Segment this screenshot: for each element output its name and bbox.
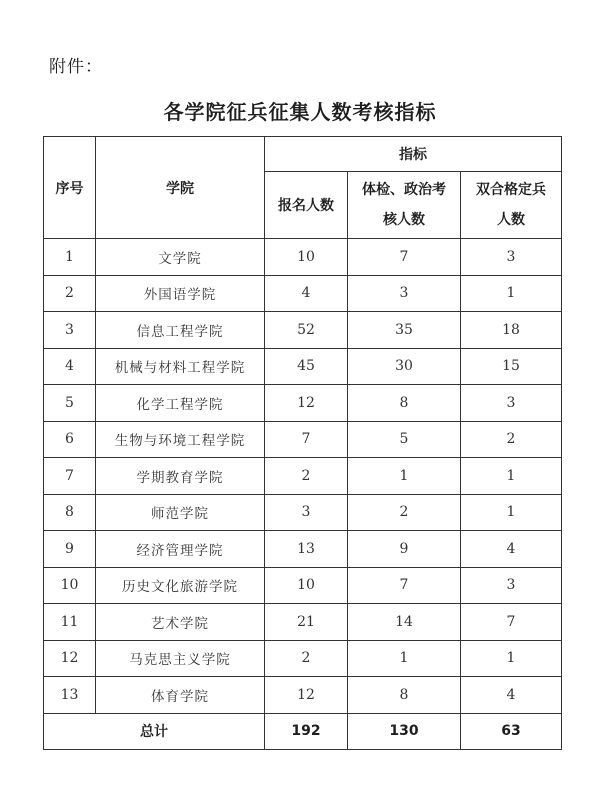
cell-registered: 12	[265, 677, 348, 714]
cell-index: 2	[44, 275, 96, 312]
cell-college: 生物与环境工程学院	[96, 421, 265, 458]
cell-checked: 1	[348, 458, 461, 495]
page-title: 各学院征兵征集人数考核指标	[163, 100, 437, 124]
header-index: 序号	[44, 137, 96, 239]
cell-college: 师范学院	[96, 494, 265, 531]
indicator-table	[43, 136, 562, 750]
cell-index: 12	[44, 640, 96, 677]
attachment-label: 附件：	[49, 57, 103, 77]
header-qualified-line1: 双合格定兵	[476, 182, 546, 198]
cell-registered: 12	[265, 385, 348, 422]
table-row	[44, 677, 562, 714]
cell-qualified: 4	[461, 677, 562, 714]
cell-college: 马克思主义学院	[96, 640, 265, 677]
total-checked: 130	[348, 713, 461, 749]
cell-index: 7	[44, 458, 96, 495]
cell-checked: 9	[348, 531, 461, 568]
cell-checked: 3	[348, 275, 461, 312]
cell-qualified: 15	[461, 348, 562, 385]
cell-index: 8	[44, 494, 96, 531]
cell-registered: 13	[265, 531, 348, 568]
cell-index: 3	[44, 312, 96, 349]
cell-qualified: 1	[461, 640, 562, 677]
cell-registered: 4	[265, 275, 348, 312]
total-qualified: 63	[461, 713, 562, 749]
cell-index: 11	[44, 604, 96, 641]
cell-college: 机械与材料工程学院	[96, 348, 265, 385]
cell-checked: 5	[348, 421, 461, 458]
cell-qualified: 2	[461, 421, 562, 458]
header-qualified	[461, 172, 562, 239]
header-checked-line1: 体检、政治考	[362, 182, 446, 198]
cell-checked: 8	[348, 677, 461, 714]
cell-checked: 35	[348, 312, 461, 349]
header-indicator: 指标	[265, 137, 562, 172]
cell-qualified: 3	[461, 385, 562, 422]
cell-checked: 2	[348, 494, 461, 531]
cell-college: 外国语学院	[96, 275, 265, 312]
table-row	[44, 458, 562, 495]
cell-college: 历史文化旅游学院	[96, 567, 265, 604]
table-row	[44, 239, 562, 276]
cell-checked: 1	[348, 640, 461, 677]
cell-college: 经济管理学院	[96, 531, 265, 568]
header-college: 学院	[96, 137, 265, 239]
table-row	[44, 567, 562, 604]
table-row	[44, 348, 562, 385]
cell-qualified: 1	[461, 458, 562, 495]
header-checked-line2: 核人数	[383, 212, 425, 228]
header-checked	[348, 172, 461, 239]
cell-qualified: 3	[461, 239, 562, 276]
table-row	[44, 385, 562, 422]
table-row	[44, 640, 562, 677]
cell-qualified: 1	[461, 275, 562, 312]
table-row	[44, 275, 562, 312]
cell-checked: 8	[348, 385, 461, 422]
cell-college: 体育学院	[96, 677, 265, 714]
cell-registered: 10	[265, 239, 348, 276]
cell-index: 1	[44, 239, 96, 276]
cell-qualified: 18	[461, 312, 562, 349]
table-row	[44, 421, 562, 458]
cell-registered: 2	[265, 458, 348, 495]
table-row	[44, 604, 562, 641]
cell-registered: 3	[265, 494, 348, 531]
table-row	[44, 312, 562, 349]
cell-registered: 45	[265, 348, 348, 385]
table-row	[44, 531, 562, 568]
cell-registered: 21	[265, 604, 348, 641]
cell-college: 文学院	[96, 239, 265, 276]
header-qualified-line2: 人数	[497, 212, 525, 228]
cell-qualified: 1	[461, 494, 562, 531]
cell-checked: 7	[348, 567, 461, 604]
cell-index: 13	[44, 677, 96, 714]
cell-college: 艺术学院	[96, 604, 265, 641]
cell-registered: 10	[265, 567, 348, 604]
table-row	[44, 494, 562, 531]
total-registered: 192	[265, 713, 348, 749]
cell-index: 5	[44, 385, 96, 422]
cell-registered: 2	[265, 640, 348, 677]
cell-college: 信息工程学院	[96, 312, 265, 349]
header-registered: 报名人数	[265, 172, 348, 239]
cell-checked: 7	[348, 239, 461, 276]
cell-college: 化学工程学院	[96, 385, 265, 422]
cell-checked: 30	[348, 348, 461, 385]
total-row	[44, 713, 562, 749]
cell-registered: 7	[265, 421, 348, 458]
cell-index: 9	[44, 531, 96, 568]
cell-qualified: 7	[461, 604, 562, 641]
cell-index: 4	[44, 348, 96, 385]
total-label: 总计	[44, 713, 265, 749]
cell-registered: 52	[265, 312, 348, 349]
cell-college: 学期教育学院	[96, 458, 265, 495]
cell-qualified: 4	[461, 531, 562, 568]
cell-index: 6	[44, 421, 96, 458]
cell-index: 10	[44, 567, 96, 604]
cell-checked: 14	[348, 604, 461, 641]
cell-qualified: 3	[461, 567, 562, 604]
